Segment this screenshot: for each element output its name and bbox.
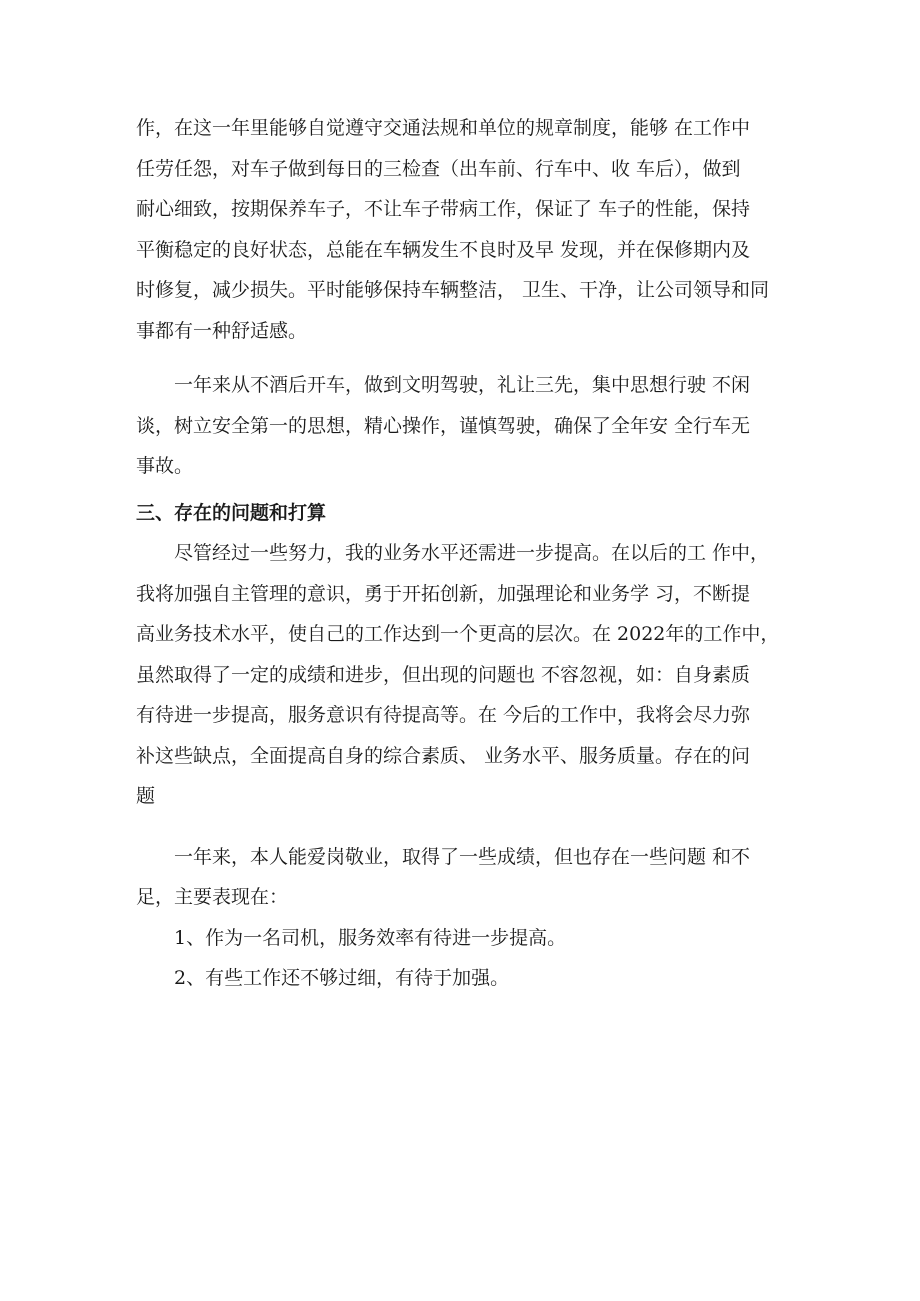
paragraph-1 <box>136 108 790 351</box>
paragraph-line: 耐心细致，按期保养车子，不让车子带病工作，保证了 车子的性能，保持 <box>136 198 751 220</box>
paragraph-line: 一年来从不酒后开车，做到文明驾驶，礼让三先，集中思想行驶 不闲 <box>174 374 751 396</box>
paragraph-2 <box>136 365 790 487</box>
paragraph-line: 作，在这一年里能够自觉遵守交通法规和单位的规章制度，能够 在工作中 <box>136 117 751 139</box>
paragraph-line: 足，主要表现在： <box>136 886 289 908</box>
paragraph-3 <box>136 533 790 817</box>
paragraph-line: 我将加强自主管理的意识，勇于开拓创新，加强理论和业务学 习，不断提 <box>136 582 751 605</box>
paragraph-4 <box>136 837 790 918</box>
paragraph-line: 高业务技术水平，使自己的工作达到一个更高的层次。在 2022年的工作中， <box>136 623 780 645</box>
paragraph-line: 补这些缺点，全面提高自身的综合素质、 业务水平、服务质量。存在的问 <box>136 744 751 767</box>
list-item: 2、有些工作还不够过细，有待于加强。 <box>174 967 510 989</box>
document-page <box>136 108 790 999</box>
paragraph-line: 虽然取得了一定的成绩和进步，但出现的问题也 不容忽视，如：自身素质 <box>136 663 751 686</box>
paragraph-line: 时修复，减少损失。平时能够保持车辆整洁， 卫生、干净，让公司领导和同 <box>136 279 770 301</box>
list-item: 1、作为一名司机，服务效率有待进一步提高。 <box>174 926 567 949</box>
paragraph-line: 有待进一步提高，服务意识有待提高等。在 今后的工作中，我将会尽力弥 <box>136 704 751 726</box>
paragraph-line: 题 <box>136 785 156 807</box>
paragraph-line: 一年来，本人能爱岗敬业，取得了一些成绩，但也存在一些问题 和不 <box>174 845 751 868</box>
section-heading: 三、存在的问题和打算 <box>136 501 327 524</box>
paragraph-line: 事都有一种舒适感。 <box>136 319 308 342</box>
paragraph-line: 事故。 <box>136 455 194 477</box>
paragraph-line: 任劳任怨，对车子做到每日的三检查（出车前、行车中、收 车后），做到 <box>136 157 741 180</box>
paragraph-line: 尽管经过一些努力，我的业务水平还需进一步提高。在以后的工 作中， <box>174 542 770 564</box>
paragraph-line: 谈，树立安全第一的思想，精心操作，谨慎驾驶，确保了全年安 全行车无 <box>136 414 751 437</box>
paragraph-line: 平衡稳定的良好状态，总能在车辆发生不良时及早 发现，并在保修期内及 <box>136 238 751 261</box>
